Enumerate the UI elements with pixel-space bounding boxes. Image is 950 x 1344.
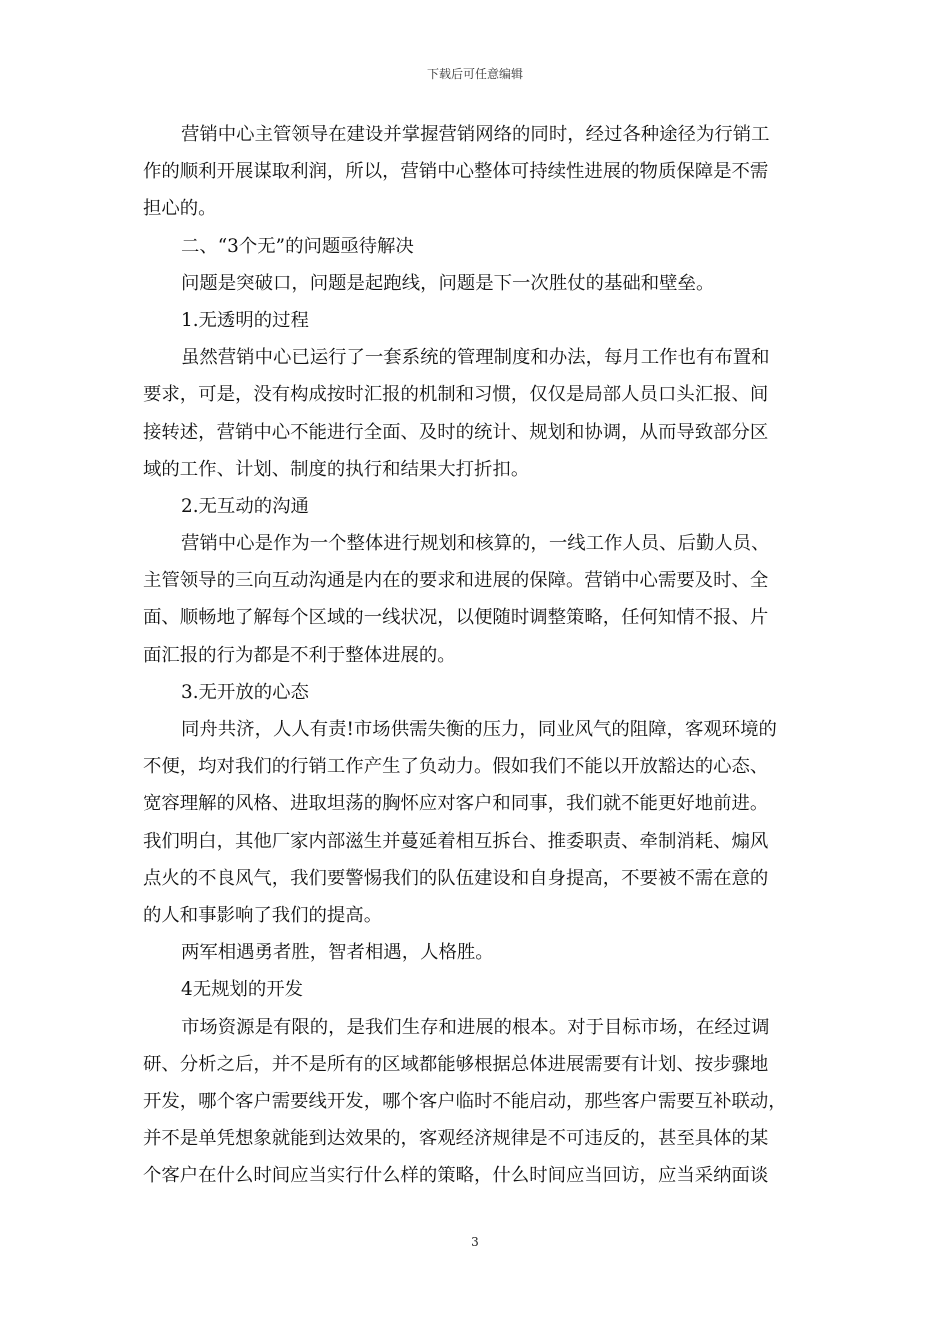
text-line: 同舟共济，人人有责!市场供需失衡的压力，同业风气的阻障，客观环境的 xyxy=(181,719,777,740)
text-line: 研、分析之后，并不是所有的区域都能够根据总体进展需要有计划、按步骤地 xyxy=(143,1053,769,1075)
text-line: 要求，可是，没有构成按时汇报的机制和习惯，仅仅是局部人员口头汇报、间 xyxy=(143,384,769,406)
text-line: 个客户在什么时间应当实行什么样的策略，什么时间应当回访，应当采纳面谈 xyxy=(143,1165,769,1187)
text-line: 接转述，营销中心不能进行全面、及时的统计、规划和协调，从而导致部分区 xyxy=(143,421,769,443)
text-line: 开发，哪个客户需要线开发，哪个客户临时不能启动，那些客户需要互补联动， xyxy=(143,1090,787,1112)
text-line: 虽然营销中心已运行了一套系统的管理制度和办法，每月工作也有布置和 xyxy=(181,347,770,369)
text-line: 4无规划的开发 xyxy=(181,979,304,1001)
text-line: 2.无互动的沟通 xyxy=(181,495,309,517)
text-line: 两军相遇勇者胜，智者相遇，人格胜。 xyxy=(181,942,494,964)
page-number: 3 xyxy=(471,1235,479,1249)
text-line: 主管领导的三向互动沟通是内在的要求和进展的保障。营销中心需要及时、全 xyxy=(143,570,769,592)
text-line: 问题是突破口，问题是起跑线，问题是下一次胜仗的基础和壁垒。 xyxy=(181,272,715,294)
text-line: 市场资源是有限的，是我们生存和进展的根本。对于目标市场，在经过调 xyxy=(181,1016,770,1038)
text-line: 并不是单凭想象就能到达效果的，客观经济规律是不可违反的，甚至具体的某 xyxy=(143,1128,769,1150)
page-header: 下载后可任意编辑 xyxy=(426,67,523,81)
text-line: 我们明白，其他厂家内部滋生并蔓延着相互拆台、推委职责、牵制消耗、煽风 xyxy=(143,830,769,852)
text-line: 域的工作、计划、制度的执行和结果大打折扣。 xyxy=(143,458,530,480)
text-line: 1.无透明的过程 xyxy=(181,309,309,331)
text-line: 二、“3个无”的问题亟待解决 xyxy=(181,235,414,257)
text-line: 营销中心是作为一个整体进行规划和核算的，一线工作人员、后勤人员、 xyxy=(181,533,770,555)
text-line: 营销中心主管领导在建设并掌握营销网络的同时，经过各种途径为行销工 xyxy=(181,124,770,145)
text-line: 的人和事影响了我们的提高。 xyxy=(143,904,383,926)
text-line: 不便，均对我们的行销工作产生了负动力。假如我们不能以开放豁达的心态、 xyxy=(143,756,769,778)
document-body xyxy=(143,116,813,1194)
text-line: 3.无开放的心态 xyxy=(181,681,309,703)
text-line: 面汇报的行为都是不利于整体进展的。 xyxy=(143,644,456,666)
text-line: 点火的不良风气，我们要警惕我们的队伍建设和自身提高，不要被不需在意的 xyxy=(143,867,769,889)
text-line: 作的顺利开展谋取利润，所以，营销中心整体可持续性进展的物质保障是不需 xyxy=(143,161,769,183)
text-line: 宽容理解的风格、进取坦荡的胸怀应对客户和同事，我们就不能更好地前进。 xyxy=(143,793,769,815)
text-line: 面、顺畅地了解每个区域的一线状况，以便随时调整策略，任何知情不报、片 xyxy=(143,607,769,629)
text-line: 担心的。 xyxy=(143,198,217,220)
